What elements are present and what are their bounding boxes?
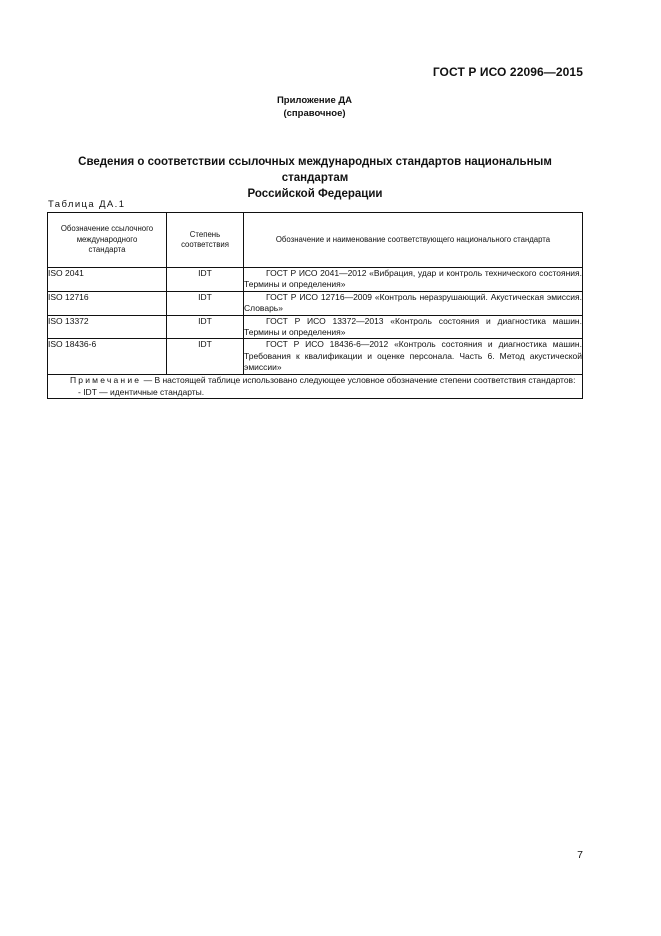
- cell-code: ISO 12716: [48, 291, 167, 315]
- annex-title: Приложение ДА: [276, 95, 353, 106]
- table-row: [48, 339, 583, 374]
- cell-national-standard: ГОСТ Р ИСО 2041—2012 «Вибрация, удар и контроль технического состояния. Термины и определения»: [244, 268, 582, 290]
- cell-code: ISO 13372: [48, 315, 167, 339]
- section-title: [46, 154, 584, 202]
- table-note: [48, 374, 583, 399]
- table-note-row: [48, 374, 583, 399]
- note-text: [48, 375, 582, 386]
- annex-subtitle: (справочное): [283, 108, 346, 119]
- table-row: [48, 315, 583, 339]
- header-line: Обозначение и наименование соответствующего национального стандарта: [275, 234, 551, 244]
- section-title-line2: Российской Федерации: [247, 188, 383, 200]
- header-line: Степень: [189, 229, 221, 239]
- header-line: международного: [76, 234, 138, 244]
- header-line: соответствия: [181, 240, 229, 249]
- cell-degree: IDT: [167, 339, 244, 374]
- note-body: — В настоящей таблице использовано следующее условное обозначение степени соответствия стандартов:: [143, 374, 576, 385]
- cell-national-standard: ГОСТ Р ИСО 12716—2009 «Контроль неразрушающий. Акустическая эмиссия. Словарь»: [244, 291, 582, 314]
- table-row: [48, 291, 583, 315]
- section-title-line1: Сведения о соответствии ссылочных международных стандартов национальным стандартам: [78, 156, 552, 184]
- header-line: Обозначение ссылочного: [60, 224, 154, 234]
- note-label: Примечание: [70, 374, 142, 385]
- cell-degree: IDT: [167, 315, 244, 339]
- page-number: 7: [577, 849, 583, 861]
- header-national-standard: [244, 213, 583, 268]
- cell-national-standard: ГОСТ Р ИСО 13372—2013 «Контроль состояния и диагностика машин. Термины и определения»: [244, 315, 582, 338]
- cell-degree: IDT: [167, 268, 244, 292]
- standards-table: [47, 212, 583, 399]
- cell-national-standard: ГОСТ Р ИСО 18436-6—2012 «Контроль состояния и диагностика машин. Требования к квалификации и оценке персонала. Часть 6. Метод акустической эмиссии»: [244, 339, 582, 373]
- table-caption: Таблица ДА.1: [48, 199, 126, 210]
- cell-degree: IDT: [167, 291, 244, 315]
- table-header-row: [48, 213, 583, 268]
- header-line: стандарта: [88, 245, 126, 255]
- header-degree: [167, 213, 244, 268]
- document-code: ГОСТ Р ИСО 22096—2015: [432, 65, 583, 79]
- note-item: - IDT — идентичные стандарты.: [78, 387, 205, 398]
- cell-code: ISO 18436-6: [48, 339, 167, 374]
- table-row: [48, 268, 583, 292]
- cell-code: ISO 2041: [48, 268, 167, 292]
- header-international-standard: [48, 213, 167, 268]
